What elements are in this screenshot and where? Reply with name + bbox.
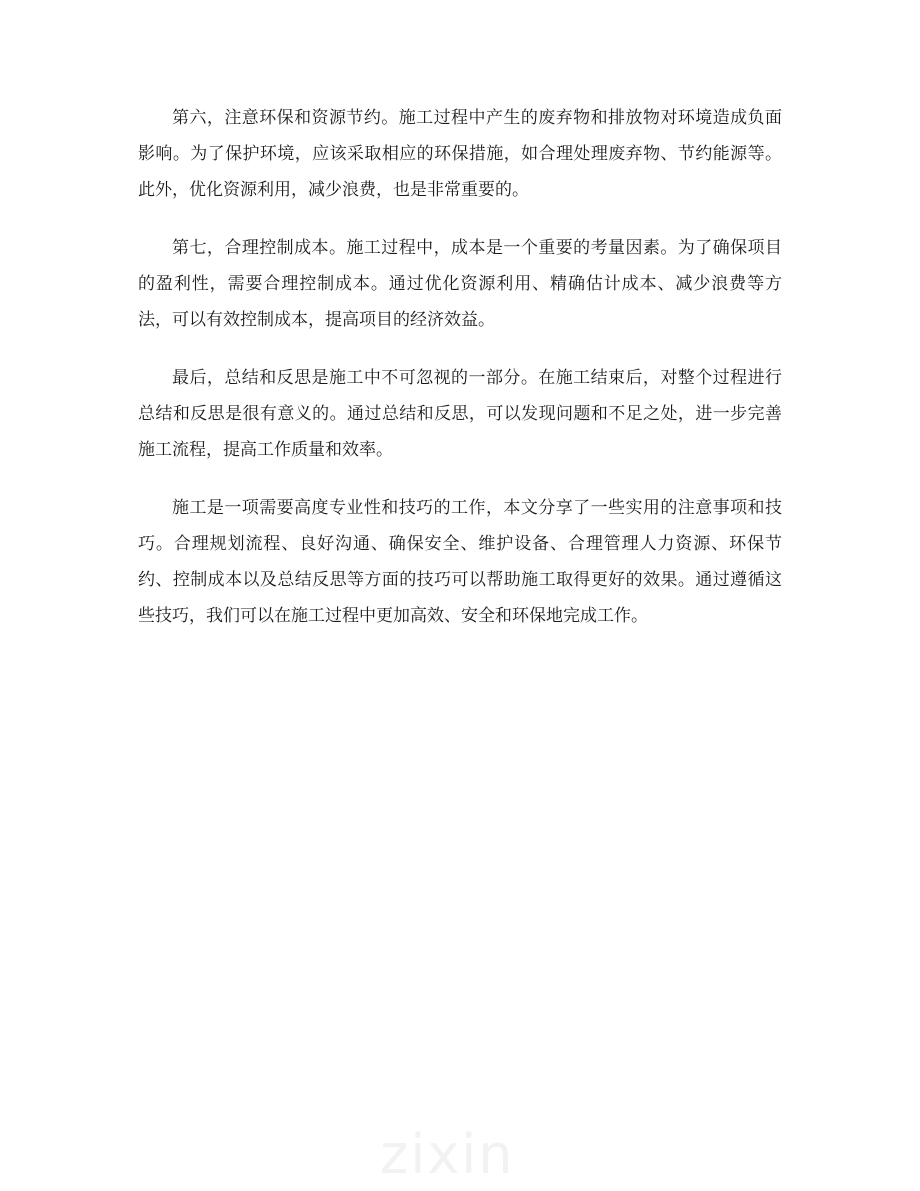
watermark-logo: zixin [380,1123,515,1186]
document-body [138,100,782,656]
paragraph-environment: 第六，注意环保和资源节约。施工过程中产生的废弃物和排放物对环境造成负面影响。为了保护环境，应该采取相应的环保措施，如合理处理废弃物、节约能源等。此外，优化资源利用，减少浪费，也是非常重要的。 [138,108,782,200]
paragraph-conclusion: 施工是一项需要高度专业性和技巧的工作，本文分享了一些实用的注意事项和技巧。合理规划流程、良好沟通、确保安全、维护设备、合理管理人力资源、环保节约、控制成本以及总结反思等方面的技巧可以帮助施工取得更好的效果。通过遵循这些技巧，我们可以在施工过程中更加高效、安全和环保地完成工作。 [138,498,782,626]
paragraph-cost-control: 第七，合理控制成本。施工过程中，成本是一个重要的考量因素。为了确保项目的盈利性，需要合理控制成本。通过优化资源利用、精确估计成本、减少浪费等方法，可以有效控制成本，提高项目的经济效益。 [138,238,782,330]
paragraph-summary-reflection: 最后，总结和反思是施工中不可忽视的一部分。在施工结束后，对整个过程进行总结和反思是很有意义的。通过总结和反思，可以发现问题和不足之处，进一步完善施工流程，提高工作质量和效率。 [138,368,782,460]
